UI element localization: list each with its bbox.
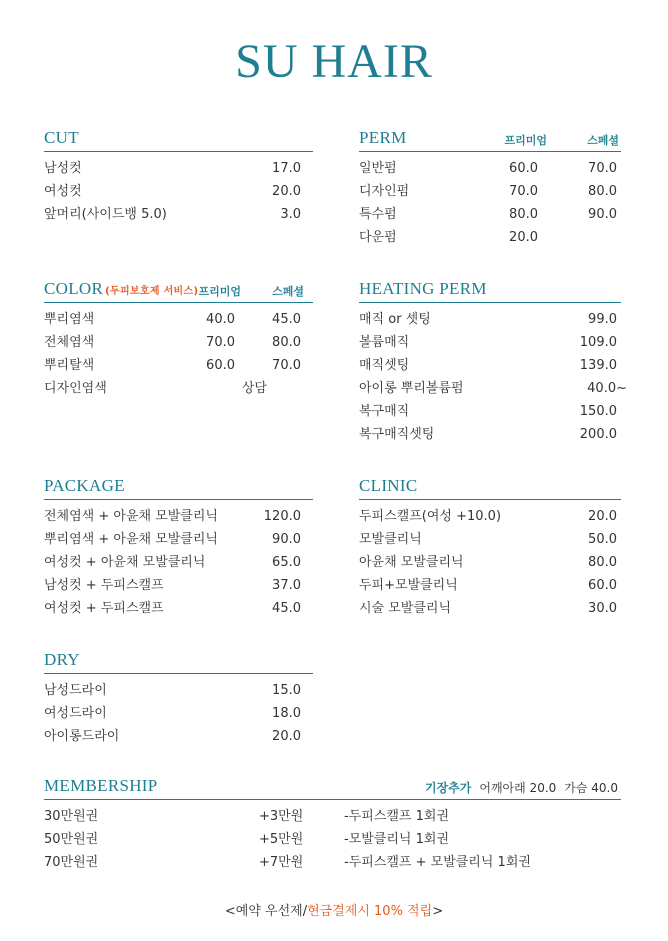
package-title: PACKAGE [44,476,125,495]
list-item [359,551,621,574]
list-item [44,725,313,748]
dry-title: DRY [44,650,80,669]
color-section [44,278,313,400]
list-item [359,226,621,249]
item-price-special: 45.0 [272,312,301,327]
list-item [359,354,621,377]
membership-bonus: +5만원 [259,832,304,847]
item-note: 상담 [241,381,267,396]
cut-header [44,127,313,152]
membership-bonus: +3만원 [259,809,304,824]
item-price: 45.0 [272,601,301,616]
item-name: 뿌리탈색 [44,358,95,373]
item-name: 앞머리(사이드뱅 5.0) [44,207,167,222]
list-item [44,702,313,725]
cut-list [44,157,313,226]
item-name: 다운펌 [359,230,397,245]
page-title: SU HAIR [235,35,433,88]
list-item [44,597,313,620]
list-item [44,679,313,702]
color-title-wrap [44,279,198,299]
item-name: 매직셋팅 [359,358,410,373]
item-price: 40.0~ [587,381,627,396]
item-price: 20.0 [588,509,617,524]
item-name: 매직 or 셋팅 [359,312,431,327]
item-name: 두피+모발클리닉 [359,578,458,593]
list-item [44,308,313,331]
item-name: 여성드라이 [44,706,107,721]
dry-list [44,679,313,748]
perm-col-special: 스페셜 [587,134,619,147]
list-item [359,505,621,528]
dry-section [44,649,313,748]
item-price: 139.0 [579,358,617,373]
footer-prefix: <예약 우선제/ [224,904,308,919]
item-price: 200.0 [579,427,617,442]
item-price: 17.0 [272,161,301,176]
item-name: 두피스캘프(여성 +10.0) [359,509,502,524]
perm-section [359,127,621,249]
list-item [359,377,627,400]
item-price: 18.0 [272,706,301,721]
length-extra-shoulder: 어깨아래 20.0 [479,781,557,795]
item-price: 99.0 [588,312,617,327]
item-name: 여성컷 + 두피스캘프 [44,601,164,616]
list-item [359,180,621,203]
item-name: 특수펌 [359,207,397,222]
color-subtitle: (두피보호제 서비스) [105,286,199,297]
list-item [44,828,621,851]
list-item [359,203,621,226]
item-name: 뿌리염색 [44,312,95,327]
item-price-premium: 20.0 [509,230,538,245]
membership-name: 70만원권 [44,855,99,870]
item-price-special: 80.0 [272,335,301,350]
item-price: 50.0 [588,532,617,547]
item-price: 60.0 [588,578,617,593]
list-item [44,851,621,874]
list-item [44,377,313,400]
item-name: 뿌리염색 + 아윤채 모발클리닉 [44,532,218,547]
membership-list [44,805,621,874]
item-price-special: 90.0 [588,207,617,222]
item-name: 일반펌 [359,161,397,176]
item-price-premium: 70.0 [206,335,235,350]
list-item [44,203,313,226]
dry-header [44,649,313,674]
membership-title: MEMBERSHIP [44,776,158,795]
list-item [359,597,621,620]
list-item [359,331,621,354]
membership-name: 30만원권 [44,809,99,824]
item-name: 복구매직 [359,404,410,419]
item-name: 시술 모발클리닉 [359,601,452,616]
item-name: 볼륨매직 [359,335,410,350]
color-list [44,308,313,400]
color-title: COLOR [44,279,104,298]
list-item [44,505,313,528]
length-extra-chest: 가슴 40.0 [564,781,618,795]
footer-suffix: > [432,904,444,919]
package-section [44,475,313,620]
color-header [44,278,313,303]
item-price-special: 70.0 [272,358,301,373]
item-name: 디자인펌 [359,184,410,199]
item-name: 모발클리닉 [359,532,422,547]
membership-bonus: +7만원 [259,855,304,870]
item-name: 아이롱 뿌리볼륨펌 [359,381,464,396]
membership-header [44,775,621,800]
clinic-header [359,475,621,500]
list-item [359,528,621,551]
list-item [44,805,621,828]
item-price: 90.0 [272,532,301,547]
item-price-special: 80.0 [588,184,617,199]
membership-section [44,775,621,874]
list-item [359,423,621,446]
item-price: 37.0 [272,578,301,593]
item-name: 아이롱드라이 [44,729,120,744]
heating-perm-header [359,278,621,303]
item-name: 여성컷 [44,184,82,199]
perm-title: PERM [359,128,407,147]
list-item [44,528,313,551]
item-price: 20.0 [272,184,301,199]
perm-header [359,127,621,152]
list-item [44,574,313,597]
item-price: 80.0 [588,555,617,570]
membership-perk: -두피스캘프 + 모발클리닉 1회권 [344,855,531,870]
heating-perm-title: HEATING PERM [359,279,487,298]
clinic-section [359,475,621,620]
item-name: 여성컷 + 아윤채 모발클리닉 [44,555,206,570]
cut-section [44,127,313,226]
list-item [44,157,313,180]
item-price: 120.0 [263,509,301,524]
clinic-title: CLINIC [359,476,418,495]
item-price: 150.0 [579,404,617,419]
item-name: 복구매직셋팅 [359,427,435,442]
package-list [44,505,313,620]
item-price: 30.0 [588,601,617,616]
heating-perm-list [359,308,627,446]
membership-perk: -모발클리닉 1회권 [344,832,450,847]
list-item [359,308,621,331]
color-col-premium: 프리미엄 [198,285,241,298]
footer-highlight: 현금결제시 10% 적립 [307,904,433,919]
item-price: 109.0 [579,335,617,350]
perm-list [359,157,621,249]
footer-note [0,900,668,919]
list-item [44,180,313,203]
item-price-premium: 70.0 [509,184,538,199]
membership-name: 50만원권 [44,832,99,847]
item-price-special: 70.0 [588,161,617,176]
item-price-premium: 60.0 [206,358,235,373]
clinic-list [359,505,621,620]
item-name: 전체염색 [44,335,95,350]
list-item [359,400,621,423]
item-name: 전체염색 + 아윤채 모발클리닉 [44,509,218,524]
length-extra-label: 기장추가 [425,781,472,795]
perm-col-premium: 프리미엄 [504,134,547,147]
item-price-premium: 40.0 [206,312,235,327]
list-item [44,551,313,574]
item-price-premium: 80.0 [509,207,538,222]
item-name: 아윤채 모발클리닉 [359,555,464,570]
item-name: 남성컷 + 두피스캘프 [44,578,164,593]
item-price-premium: 60.0 [509,161,538,176]
item-name: 남성드라이 [44,683,107,698]
item-price: 3.0 [280,207,301,222]
cut-title: CUT [44,128,79,147]
package-header [44,475,313,500]
color-col-special: 스페셜 [272,285,304,298]
membership-perk: -두피스캘프 1회권 [344,809,450,824]
length-extra [425,779,618,796]
item-name: 남성컷 [44,161,82,176]
list-item [359,157,621,180]
item-price: 20.0 [272,729,301,744]
list-item [44,354,313,377]
heating-perm-section [359,278,627,446]
list-item [44,331,313,354]
item-price: 65.0 [272,555,301,570]
item-name: 디자인염색 [44,381,107,396]
list-item [359,574,621,597]
item-price: 15.0 [272,683,301,698]
